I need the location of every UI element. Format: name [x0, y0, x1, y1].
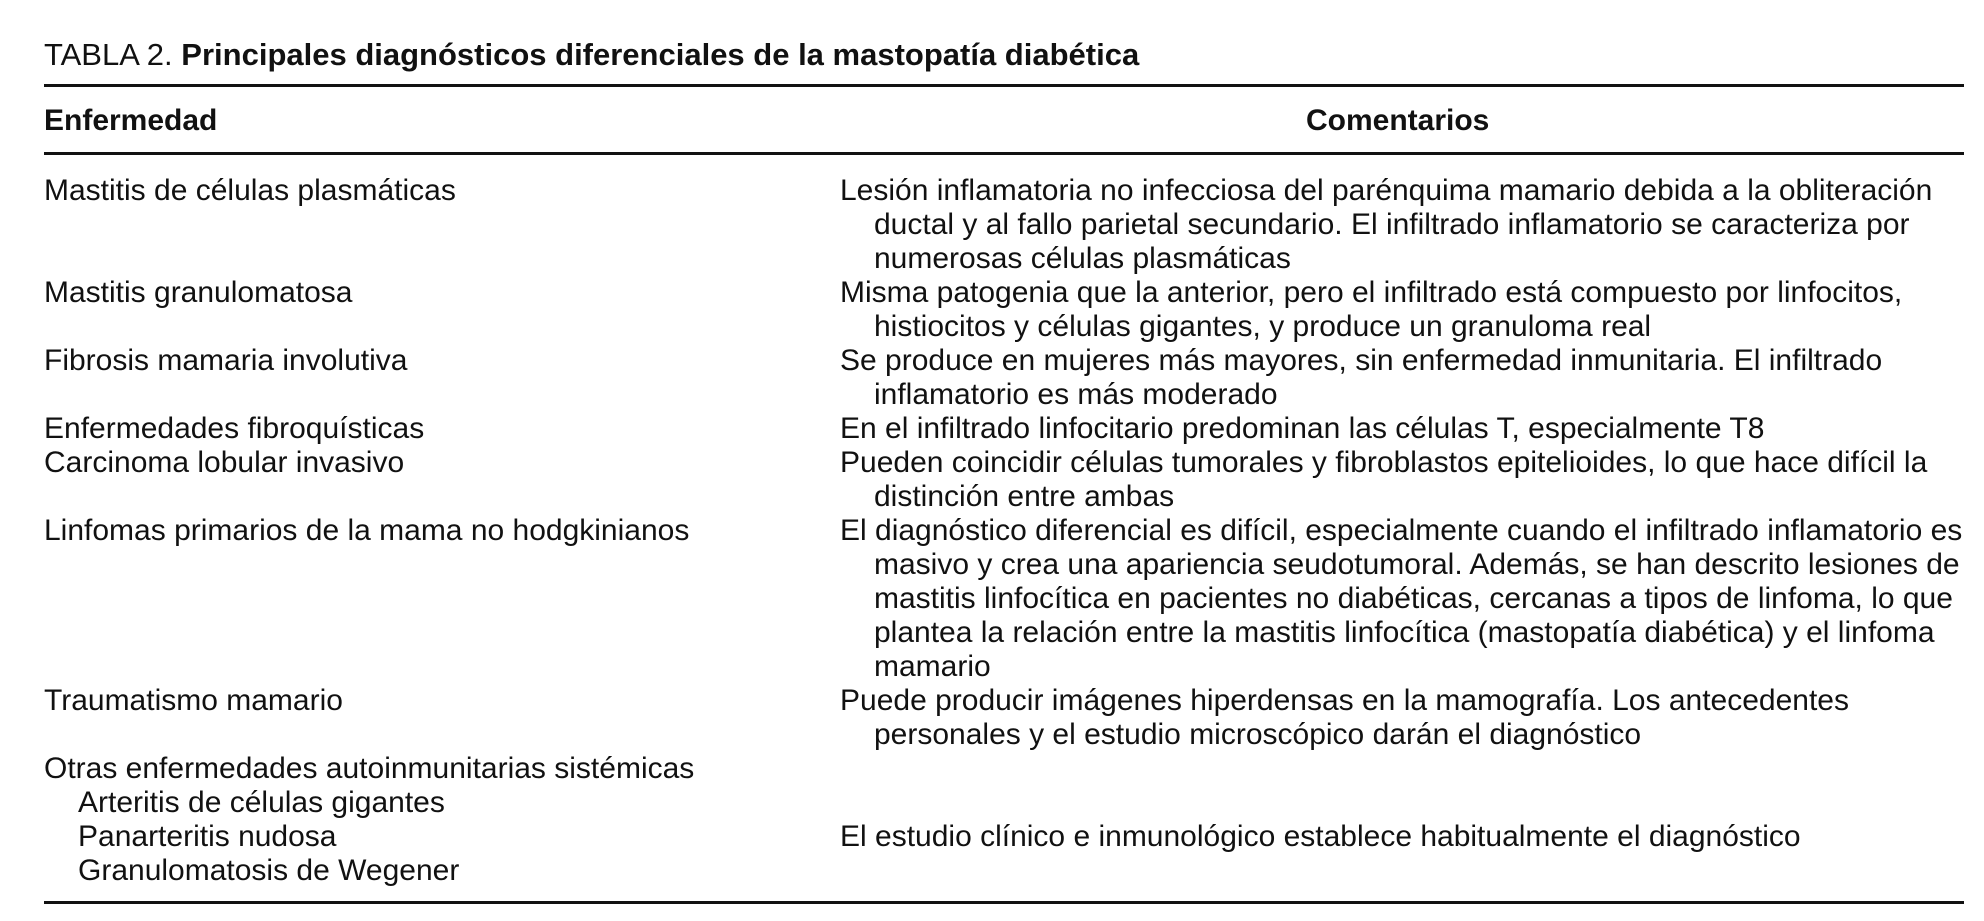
comment-cell: Misma patogenia que la anterior, pero el infiltrado está compuesto por linfocitos, histiocitos y células gigantes, y produce un granuloma real — [840, 276, 1903, 343]
table-row — [44, 344, 1964, 412]
table-row-group — [44, 752, 1964, 888]
header-disease: Enfermedad — [44, 104, 218, 137]
table-row — [44, 174, 1964, 276]
disease-cell: Linfomas primarios de la mama no hodgkinianos — [44, 514, 690, 547]
header-rule — [44, 152, 1964, 155]
comment-cell: En el infiltrado linfocitario predominan las células T, especialmente T8 — [840, 412, 1765, 445]
table-row — [44, 684, 1964, 752]
comment-cell: Pueden coincidir células tumorales y fibroblastos epitelioides, lo que hace difícil la distinción entre ambas — [840, 446, 1928, 513]
disease-cell: Mastitis de células plasmáticas — [44, 174, 456, 207]
disease-group-title: Otras enfermedades autoinmunitarias sistémicas — [44, 752, 695, 785]
disease-sub-item: Panarteritis nudosa — [78, 820, 337, 853]
caption-title: Principales diagnósticos diferenciales de la mastopatía diabética — [181, 37, 1140, 72]
comment-cell: Se produce en mujeres más mayores, sin enfermedad inmunitaria. El infiltrado inflamatorio es más moderado — [840, 344, 1883, 411]
disease-sub-item: Arteritis de células gigantes — [78, 786, 445, 819]
table-row — [44, 412, 1964, 446]
table-caption — [44, 36, 1139, 74]
table-body — [44, 174, 1964, 888]
disease-cell: Mastitis granulomatosa — [44, 276, 353, 309]
comment-cell: Lesión inflamatoria no infecciosa del parénquima mamario debida a la obliteración ductal y al fallo parietal secundario. El infiltrado inflamatorio se caracteriza por numerosas células plasmáticas — [840, 174, 1933, 275]
comment-cell: El diagnóstico diferencial es difícil, especialmente cuando el infiltrado inflamatorio es masivo y crea una apariencia seudotumoral. Además, se han descrito lesiones de mastitis linfocítica en pacientes no diabéticas, cercanas a tipos de linfoma, lo que plantea la relación entre la mastitis linfocítica (mastopatía diabética) y el linfoma mamario — [840, 514, 1963, 683]
table-row — [44, 276, 1964, 344]
disease-sub-item: Granulomatosis de Wegener — [78, 854, 460, 887]
disease-cell: Enfermedades fibroquísticas — [44, 412, 425, 445]
disease-cell: Fibrosis mamaria involutiva — [44, 344, 408, 377]
disease-cell: Carcinoma lobular invasivo — [44, 446, 405, 479]
caption-label: TABLA 2. — [44, 37, 173, 72]
disease-group-cell — [44, 752, 840, 888]
table-row — [44, 446, 1964, 514]
comment-cell: Puede producir imágenes hiperdensas en la mamografía. Los antecedentes personales y el estudio microscópico darán el diagnóstico — [840, 684, 1849, 751]
header-comments: Comentarios — [1306, 104, 1490, 137]
disease-cell: Traumatismo mamario — [44, 684, 343, 717]
top-rule — [44, 84, 1964, 87]
table-row — [44, 514, 1964, 684]
bottom-rule — [44, 901, 1964, 904]
comment-cell: El estudio clínico e inmunológico establece habitualmente el diagnóstico — [840, 820, 1801, 853]
